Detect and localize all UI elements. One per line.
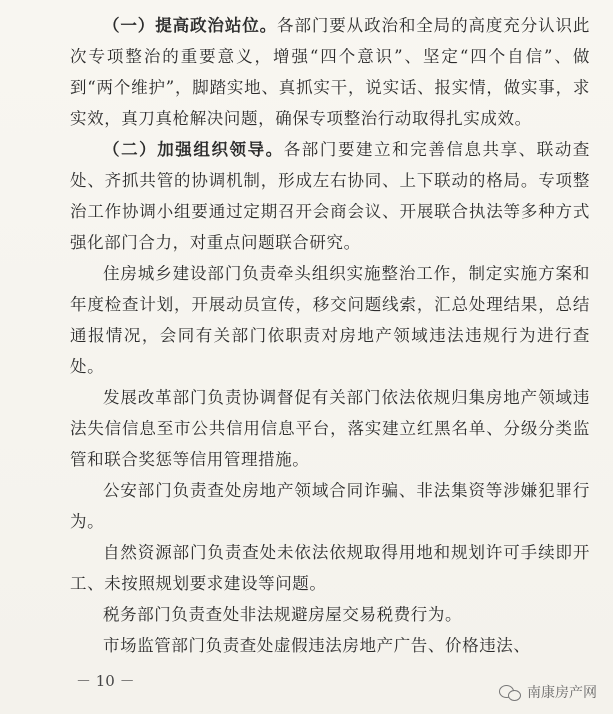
document-body bbox=[70, 10, 590, 661]
paragraph bbox=[70, 599, 590, 630]
paragraph-text: 自然资源部门负责查处未依法依规取得用地和规划许可手续即开工、未按照规划要求建设等问题。 bbox=[70, 543, 590, 593]
paragraph bbox=[70, 10, 590, 134]
paragraph-lead: （二）加强组织领导。 bbox=[103, 140, 284, 159]
paragraph-text: 各部门要建立和完善信息共享、联动查处、齐抓共管的协调机制，形成左右协同、上下联动的格局。专项整治工作协调小组要通过定期召开会商会议、开展联合执法等多种方式强化部门合力，对重点问题联合研究。 bbox=[70, 140, 591, 252]
paragraph bbox=[70, 134, 590, 258]
paragraph-text: 市场监管部门负责查处虚假违法房地产广告、价格违法、 bbox=[103, 636, 531, 655]
paragraph bbox=[70, 630, 590, 661]
paragraph-text: 税务部门负责查处非法规避房屋交易税费行为。 bbox=[103, 605, 463, 624]
page-number: － 10 － bbox=[76, 672, 135, 690]
paragraph-lead: （一）提高政治站位。 bbox=[103, 16, 278, 35]
watermark bbox=[499, 682, 597, 702]
paragraph-text: 各部门要从政治和全局的高度充分认识此次专项整治的重要意义，增强“四个意识”、坚定“四个自信”、做到“两个维护”，脚踏实地、真抓实干，说实话、报实情，做实事，求实效，真刀真枪解决问题，确保专项整治行动取得扎实成效。 bbox=[70, 16, 591, 128]
paragraph-text: 发展改革部门负责协调督促有关部门依法依规归集房地产领域违法失信信息至市公共信用信息平台，落实建立红黑名单、分级分类监管和联合奖惩等信用管理措施。 bbox=[70, 388, 590, 469]
watermark-text: 南康房产网 bbox=[527, 685, 597, 701]
paragraph-text: 公安部门负责查处房地产领域合同诈骗、非法集资等涉嫌犯罪行为。 bbox=[70, 481, 590, 531]
paragraph bbox=[70, 475, 590, 537]
paragraph-text: 住房城乡建设部门负责牵头组织实施整治工作，制定实施方案和年度检查计划，开展动员宣传，移交问题线索，汇总处理结果，总结通报情况，会同有关部门依职责对房地产领域违法违规行为进行查处。 bbox=[70, 264, 590, 376]
paragraph bbox=[70, 258, 590, 382]
wechat-icon bbox=[499, 683, 521, 701]
paragraph bbox=[70, 382, 590, 475]
paragraph bbox=[70, 537, 590, 599]
